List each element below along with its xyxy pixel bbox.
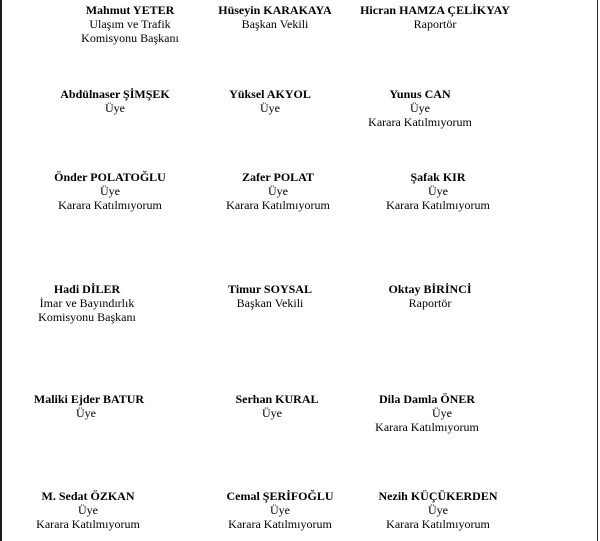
signatory-title-line: Başkan Vekili [241, 17, 309, 31]
signatory-title-line: Karara Katılmıyorum [368, 115, 472, 129]
signatory-block-cemal-serifoglu [205, 489, 355, 531]
signatory-block-maliki-ejder-batur [14, 392, 164, 420]
signatory-title-line: Raportör [408, 296, 452, 310]
signatory-title-line: Üye [100, 184, 120, 198]
signatory-title-line: Karara Katılmıyorum [228, 517, 332, 531]
signatory-block-m-sedat-ozkan [13, 489, 163, 531]
signatory-block-timur-soysal [195, 282, 345, 310]
signatory-title-line: Üye [262, 406, 282, 420]
left-page-edge [0, 0, 2, 541]
signatory-title-line: Üye [260, 101, 280, 115]
signatory-name: Mahmut YETER [85, 3, 175, 17]
signatory-block-onder-polatoglu [35, 170, 185, 212]
signatory-name: Abdülnaser ŞİMŞEK [60, 87, 170, 101]
signatory-title-line: Üye [105, 101, 125, 115]
signatory-title-line: İmar ve Bayındırlık [39, 296, 135, 310]
signatory-title-line: Üye [410, 101, 430, 115]
signatory-block-yuksel-akyol [195, 87, 345, 115]
signatory-name: Yüksel AKYOL [229, 87, 311, 101]
signatory-title-line: Ulaşım ve Trafik [89, 17, 171, 31]
signatory-block-hicran-hamza-celikyay [345, 3, 525, 31]
signatory-title-line: Üye [428, 184, 448, 198]
signatory-block-yunus-can [345, 87, 495, 129]
signatory-title-line: Raportör [413, 17, 457, 31]
signatory-title-line: Üye [270, 503, 290, 517]
signatory-block-hadi-diler [12, 282, 162, 324]
right-page-edge [597, 0, 598, 541]
signatory-name: Yunus CAN [389, 87, 451, 101]
signatory-title-line: Üye [428, 503, 448, 517]
signatory-name: Dila Damla ÖNER [379, 392, 475, 406]
signatory-name: Cemal ŞERİFOĞLU [226, 489, 334, 503]
signatory-block-nezih-kucukerden [363, 489, 513, 531]
signatory-title-line: Karara Katılmıyorum [226, 198, 330, 212]
signatory-title-line: Komisyonu Başkanı [81, 31, 179, 45]
signatory-title-line: Karara Katılmıyorum [58, 198, 162, 212]
signatory-name: Oktay BİRİNCİ [388, 282, 472, 296]
signatory-block-serhan-kural [202, 392, 352, 420]
signatory-block-abdulnaser-simsek [40, 87, 190, 115]
signatory-block-oktay-birinci [355, 282, 505, 310]
signatory-name: M. Sedat ÖZKAN [41, 489, 135, 503]
signatory-name: Şafak KIR [410, 170, 466, 184]
signatory-title-line: Karara Katılmıyorum [375, 420, 479, 434]
signatory-block-zafer-polat [203, 170, 353, 212]
signatory-title-line: Karara Katılmıyorum [36, 517, 140, 531]
signatory-title-line: Karara Katılmıyorum [386, 517, 490, 531]
signatory-name: Zafer POLAT [242, 170, 314, 184]
signatory-name: Hüseyin KARAKAYA [218, 3, 332, 17]
signatory-name: Önder POLATOĞLU [54, 170, 166, 184]
signatory-block-mahmut-yeter [55, 3, 205, 45]
signatory-name: Nezih KÜÇÜKERDEN [378, 489, 498, 503]
signatory-name: Timur SOYSAL [228, 282, 312, 296]
signatory-block-huseyin-karakaya [200, 3, 350, 31]
signatory-title-line: Komisyonu Başkanı [38, 310, 136, 324]
signatory-title-line: Üye [268, 184, 288, 198]
signatory-block-safak-kir [363, 170, 513, 212]
signatory-name: Hicran HAMZA ÇELİKYAY [360, 3, 510, 17]
signatory-title-line: Başkan Vekili [236, 296, 304, 310]
signatory-title-line: Üye [432, 406, 452, 420]
signatory-name: Maliki Ejder BATUR [33, 392, 145, 406]
signatory-title-line: Üye [78, 503, 98, 517]
signatory-block-dila-damla-oner [352, 392, 502, 434]
signatory-title-line: Karara Katılmıyorum [386, 198, 490, 212]
signatory-name: Hadi DİLER [53, 282, 121, 296]
signatory-name: Serhan KURAL [235, 392, 319, 406]
signatory-title-line: Üye [76, 406, 96, 420]
